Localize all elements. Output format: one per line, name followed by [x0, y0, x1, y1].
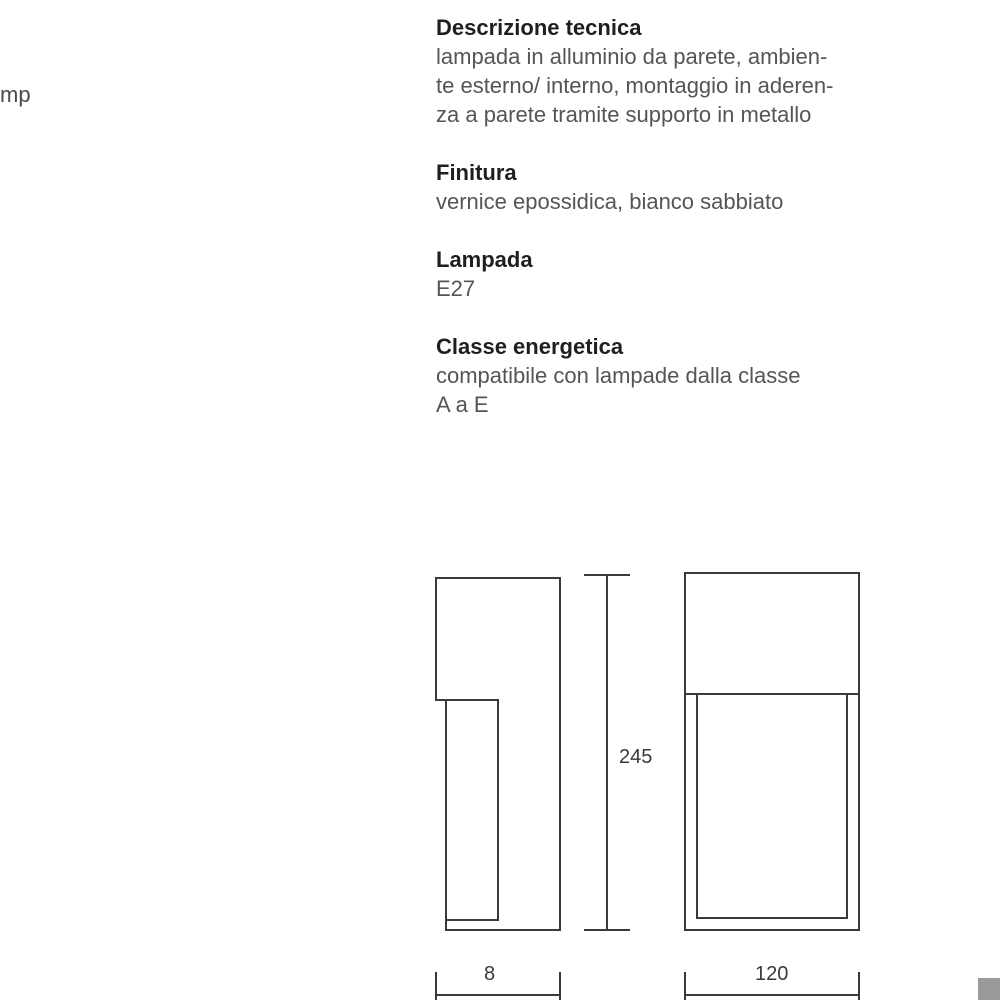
spec-line: za a parete tramite supporto in metallo [436, 102, 812, 127]
spec-heading: Descrizione tecnica [436, 15, 642, 40]
height-dimension-label: 245 [619, 746, 653, 768]
depth-dimension-label: 8 [484, 963, 496, 985]
cut-off-text-fragment: mp [0, 82, 31, 107]
spec-line: vernice epossidica, bianco sabbiato [436, 189, 784, 214]
spec-line: te esterno/ interno, montaggio in aderen- [436, 73, 834, 98]
spec-line: E27 [436, 276, 476, 301]
corner-tab-marker [978, 978, 1000, 1000]
spec-line: compatibile con lampade dalla classe [436, 363, 801, 388]
front-view-outline [685, 573, 859, 930]
spec-heading: Lampada [436, 247, 533, 272]
spec-heading: Classe energetica [436, 334, 624, 359]
width-dimension-label: 120 [755, 963, 789, 985]
front-view-glass-panel [697, 694, 847, 918]
spec-heading: Finitura [436, 160, 517, 185]
spec-line: lampada in alluminio da parete, ambien- [436, 44, 828, 69]
spec-line: A a E [436, 392, 489, 417]
